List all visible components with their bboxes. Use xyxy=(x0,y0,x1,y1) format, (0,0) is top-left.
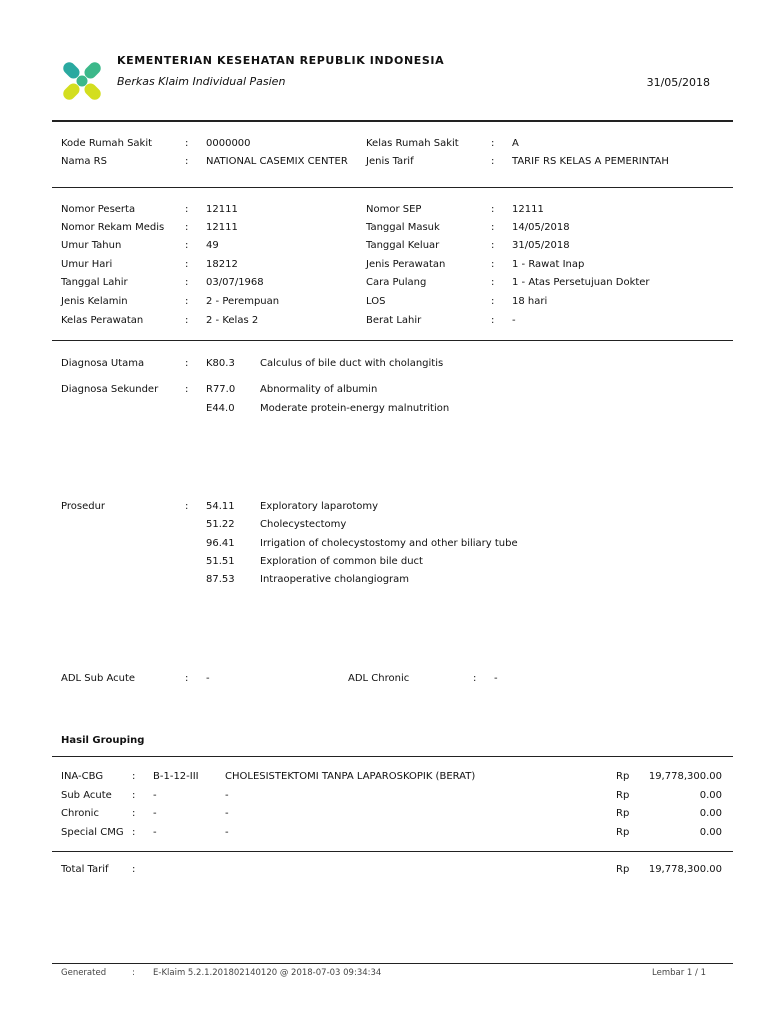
colon: : xyxy=(132,827,136,838)
grouping-code: - xyxy=(153,790,157,801)
grouping-heading: Hasil Grouping xyxy=(61,735,145,746)
field-value: 2 - Perempuan xyxy=(206,296,280,307)
divider xyxy=(52,340,733,341)
field-label: LOS xyxy=(366,296,386,307)
currency: Rp xyxy=(616,864,630,875)
field-value: 03/07/1968 xyxy=(206,277,264,288)
procedure-desc: Exploration of common bile duct xyxy=(260,556,423,567)
grouping-desc: - xyxy=(225,808,229,819)
grouping-code: - xyxy=(153,827,157,838)
kelas-rs-value: A xyxy=(512,138,519,149)
grouping-label: INA-CBG xyxy=(61,771,104,782)
colon: : xyxy=(185,138,189,149)
field-label: Nomor Peserta xyxy=(61,204,136,215)
currency: Rp xyxy=(616,771,630,782)
field-label: Tanggal Lahir xyxy=(61,277,128,288)
colon: : xyxy=(473,673,477,684)
diagnosis-code: R77.0 xyxy=(206,384,236,395)
field-label: Umur Hari xyxy=(61,259,113,270)
field-value: 18212 xyxy=(206,259,238,270)
colon: : xyxy=(185,240,189,251)
procedure-desc: Exploratory laparotomy xyxy=(260,501,379,512)
grouping-label: Chronic xyxy=(61,808,99,819)
colon: : xyxy=(185,204,189,215)
grouping-desc: CHOLESISTEKTOMI TANPA LAPAROSKOPIK (BERAT) xyxy=(225,771,476,782)
document-date: 31/05/2018 xyxy=(646,76,710,89)
field-label: Berat Lahir xyxy=(366,315,422,326)
kemenkes-logo xyxy=(55,52,109,110)
generated-value: E-Klaim 5.2.1.201802140120 @ 2018-07-03 09:34:34 xyxy=(153,968,382,978)
field-label: Jenis Kelamin xyxy=(61,296,128,307)
field-label: Kelas Perawatan xyxy=(61,315,144,326)
page-title: KEMENTERIAN KESEHATAN REPUBLIK INDONESIA xyxy=(117,54,445,67)
diagnosa-utama-label: Diagnosa Utama xyxy=(61,358,145,369)
procedure-desc: Cholecystectomy xyxy=(260,519,347,530)
total-amount: 19,778,300.00 xyxy=(648,864,722,875)
currency: Rp xyxy=(616,827,630,838)
colon: : xyxy=(491,240,495,251)
field-value: 2 - Kelas 2 xyxy=(206,315,259,326)
colon: : xyxy=(491,156,495,167)
diagnosis-code: E44.0 xyxy=(206,403,235,414)
prosedur-label: Prosedur xyxy=(61,501,106,512)
nama-rs-value: NATIONAL CASEMIX CENTER xyxy=(206,156,348,167)
amount: 0.00 xyxy=(699,808,722,819)
page-subtitle: Berkas Klaim Individual Pasien xyxy=(117,75,286,88)
field-value: 18 hari xyxy=(512,296,548,307)
grouping-label: Sub Acute xyxy=(61,790,112,801)
currency: Rp xyxy=(616,808,630,819)
kelas-rs-label: Kelas Rumah Sakit xyxy=(366,138,459,149)
colon: : xyxy=(185,222,189,233)
field-value: 1 - Atas Persetujuan Dokter xyxy=(512,277,650,288)
grouping-label: Special CMG xyxy=(61,827,124,838)
field-label: Tanggal Keluar xyxy=(366,240,440,251)
procedure-desc: Intraoperative cholangiogram xyxy=(260,574,410,585)
field-label: Nomor Rekam Medis xyxy=(61,222,165,233)
diagnosis-desc: Moderate protein-energy malnutrition xyxy=(260,403,450,414)
diagnosa-sekunder-label: Diagnosa Sekunder xyxy=(61,384,159,395)
currency: Rp xyxy=(616,790,630,801)
colon: : xyxy=(491,138,495,149)
jenis-tarif-value: TARIF RS KELAS A PEMERINTAH xyxy=(512,156,669,167)
field-value: 12111 xyxy=(512,204,544,215)
colon: : xyxy=(132,864,136,875)
adl-sub-acute-label: ADL Sub Acute xyxy=(61,673,136,684)
divider xyxy=(52,120,733,122)
colon: : xyxy=(185,358,189,369)
grouping-desc: - xyxy=(225,790,229,801)
colon: : xyxy=(491,222,495,233)
field-label: Jenis Perawatan xyxy=(366,259,446,270)
field-value: 14/05/2018 xyxy=(512,222,570,233)
amount: 0.00 xyxy=(699,790,722,801)
colon: : xyxy=(491,277,495,288)
adl-chronic-label: ADL Chronic xyxy=(348,673,410,684)
divider xyxy=(52,187,733,188)
colon: : xyxy=(185,296,189,307)
colon: : xyxy=(132,968,135,978)
divider xyxy=(52,756,733,757)
field-label: Cara Pulang xyxy=(366,277,427,288)
colon: : xyxy=(185,315,189,326)
procedure-code: 51.51 xyxy=(206,556,235,567)
colon: : xyxy=(132,808,136,819)
field-value: 12111 xyxy=(206,222,238,233)
diagnosis-desc: Abnormality of albumin xyxy=(260,384,378,395)
colon: : xyxy=(185,673,189,684)
field-value: 1 - Rawat Inap xyxy=(512,259,585,270)
field-value: 31/05/2018 xyxy=(512,240,570,251)
grouping-desc: - xyxy=(225,827,229,838)
field-value: 12111 xyxy=(206,204,238,215)
divider xyxy=(52,851,733,852)
page-number: Lembar 1 / 1 xyxy=(652,968,706,978)
field-value: - xyxy=(512,315,516,326)
diagnosis-code: K80.3 xyxy=(206,358,235,369)
procedure-code: 51.22 xyxy=(206,519,235,530)
colon: : xyxy=(491,204,495,215)
total-tarif-label: Total Tarif xyxy=(61,864,109,875)
colon: : xyxy=(491,259,495,270)
colon: : xyxy=(185,501,189,512)
divider xyxy=(52,963,733,964)
colon: : xyxy=(185,259,189,270)
jenis-tarif-label: Jenis Tarif xyxy=(366,156,414,167)
nama-rs-label: Nama RS xyxy=(61,156,107,167)
amount: 19,778,300.00 xyxy=(648,771,722,782)
procedure-desc: Irrigation of cholecystostomy and other biliary tube xyxy=(260,538,518,549)
diagnosis-desc: Calculus of bile duct with cholangitis xyxy=(260,358,444,369)
generated-label: Generated xyxy=(61,968,107,978)
colon: : xyxy=(185,156,189,167)
grouping-code: - xyxy=(153,808,157,819)
colon: : xyxy=(491,315,495,326)
colon: : xyxy=(185,277,189,288)
colon: : xyxy=(132,771,136,782)
field-label: Tanggal Masuk xyxy=(366,222,440,233)
procedure-code: 54.11 xyxy=(206,501,235,512)
field-label: Umur Tahun xyxy=(61,240,122,251)
procedure-code: 96.41 xyxy=(206,538,235,549)
adl-sub-acute-value: - xyxy=(206,673,210,684)
colon: : xyxy=(491,296,495,307)
amount: 0.00 xyxy=(699,827,722,838)
adl-chronic-value: - xyxy=(494,673,498,684)
kode-rs-label: Kode Rumah Sakit xyxy=(61,138,153,149)
kode-rs-value: 0000000 xyxy=(206,138,251,149)
colon: : xyxy=(132,790,136,801)
grouping-code: B-1-12-III xyxy=(153,771,199,782)
field-value: 49 xyxy=(206,240,219,251)
field-label: Nomor SEP xyxy=(366,204,422,215)
procedure-code: 87.53 xyxy=(206,574,235,585)
colon: : xyxy=(185,384,189,395)
